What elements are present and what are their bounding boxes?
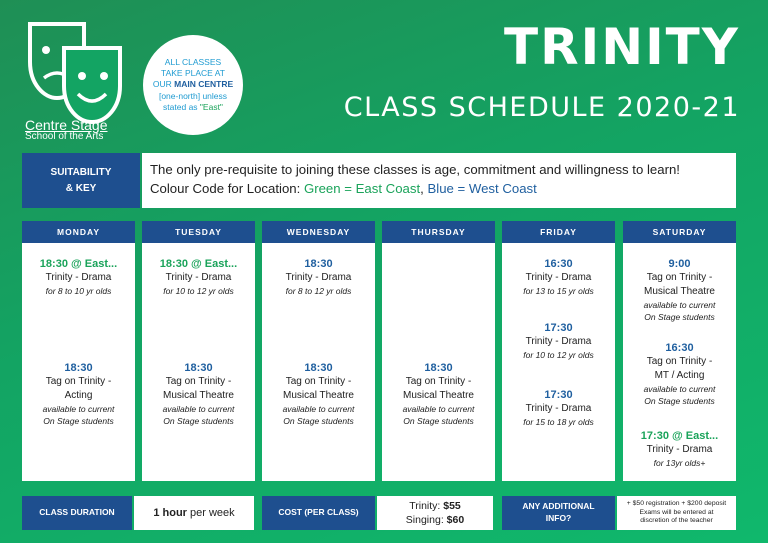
info-line3: discretion of the teacher [640,517,713,525]
day-column-saturday [623,243,736,481]
slot-class: Trinity - Drama [525,403,592,414]
slot-note: for 13 to 15 yr olds [523,286,594,296]
slot-class: Trinity - Drama [285,272,352,283]
day-header-saturday: SATURDAY [623,221,736,243]
day-column-wednesday [262,243,375,481]
class-slot [502,257,615,297]
slot-note-line2: On Stage students [163,416,234,426]
slot-time: 18:30 @ East... [39,258,118,270]
slot-class: Tag on Trinity - [285,376,352,387]
day-header-tuesday: TUESDAY [142,221,255,243]
slot-time: 18:30 [304,362,333,374]
slot-note: for 8 to 12 yr olds [285,286,352,296]
class-duration-value [134,496,254,530]
circle-line1: ALL CLASSES [164,57,222,68]
slot-note: available to current [282,404,355,414]
slot-note: available to current [643,300,716,310]
slot-class-line2: Musical Theatre [283,390,354,401]
slot-note: for 10 to 12 yr olds [523,350,594,360]
suitability-line1: The only pre-requisite to joining these classes is age, commitment and willingness to learn! [150,162,680,177]
slot-time: 17:30 [544,389,573,401]
cost-trinity: $55 [443,499,461,512]
day-header-thursday: THURSDAY [382,221,495,243]
slot-note: for 15 to 18 yr olds [523,417,594,427]
slot-time: 9:00 [668,258,691,270]
slot-note-line2: On Stage students [644,312,715,322]
class-slot [262,257,375,297]
class-slot [502,321,615,361]
additional-info-value [617,496,736,530]
class-slot [623,429,736,469]
slot-note: available to current [402,404,475,414]
slot-class: Trinity - Drama [45,272,112,283]
slot-class: Tag on Trinity - [405,376,472,387]
cost-singing: $60 [446,514,465,526]
class-slot [142,257,255,297]
logo-text [25,118,108,142]
slot-class-line2: Acting [64,390,93,401]
class-slot [142,361,255,427]
suitability-text [142,153,736,208]
slot-note-line2: On Stage students [644,396,715,406]
blue-key: Blue = West Coast [427,181,537,197]
slot-time: 17:30 @ East... [640,430,719,442]
slot-time: 16:30 [665,342,694,354]
cost-singing-label: Singing: [405,514,447,526]
day-column-friday [502,243,615,481]
logo-name: Centre Stage [25,117,108,133]
class-slot [623,257,736,323]
day-header-wednesday: WEDNESDAY [262,221,375,243]
slot-class-line2: MT / Acting [654,370,705,381]
info-line1: + $50 registration + $200 deposit [626,499,727,507]
slot-note: available to current [42,404,115,414]
class-duration-label: CLASS DURATION [22,496,132,530]
slot-note-line2: On Stage students [403,416,474,426]
slot-class: Trinity - Drama [525,336,592,347]
additional-info-label [502,496,615,530]
circle-line4: [one-north] unless [158,90,228,101]
slot-note: for 10 to 12 yr olds [163,286,234,296]
circle-main-centre: MAIN CENTRE [174,79,234,90]
slot-class-line2: Musical Theatre [644,286,715,297]
key-comma: , [420,181,428,197]
class-slot [22,361,135,427]
slot-time: 18:30 [304,258,333,270]
info-label-line1: ANY ADDITIONAL [522,501,595,512]
slot-class: Trinity - Drama [165,272,232,283]
suitability-label [22,153,140,208]
slot-note: for 8 to 10 yr olds [45,286,112,296]
circle-line2: TAKE PLACE AT [161,68,225,79]
class-slot [382,361,495,427]
slot-class: Tag on Trinity - [165,376,232,387]
day-column-monday [22,243,135,481]
day-column-tuesday [142,243,255,481]
class-slot [502,388,615,428]
duration-rest: per week [186,507,235,519]
slot-note-line2: On Stage students [283,416,354,426]
slot-class-line2: Musical Theatre [403,390,474,401]
slot-note: available to current [643,384,716,394]
info-line2: Exams will be entered at [639,508,714,516]
slot-time: 18:30 [424,362,453,374]
slot-note: for 13yr olds+ [653,458,706,468]
slot-class: Tag on Trinity - [646,356,713,367]
slot-time: 18:30 @ East... [159,258,238,270]
cost-value [377,496,493,530]
slot-time: 17:30 [544,322,573,334]
class-slot [262,361,375,427]
colour-code-prefix: Colour Code for Location: [150,181,304,197]
slot-class: Tag on Trinity - [45,376,112,387]
info-label-line2: INFO? [545,513,572,523]
slot-time: 18:30 [64,362,93,374]
slot-time: 18:30 [184,362,213,374]
slot-note-line2: On Stage students [43,416,114,426]
day-header-friday: FRIDAY [502,221,615,243]
duration-bold: 1 hour [153,507,187,519]
slot-class: Tag on Trinity - [646,272,713,283]
suitability-label-line1: SUITABILITY [50,166,112,178]
slot-time: 16:30 [544,258,573,270]
circle-line5-prefix: stated as [163,101,200,112]
day-column-thursday [382,243,495,481]
suitability-line2 [150,179,728,198]
green-key: Green = East Coast [303,181,421,197]
slot-class: Trinity - Drama [646,444,713,455]
logo-tagline: School of the Arts [25,131,104,142]
location-note-circle [143,35,243,135]
day-header-monday: MONDAY [22,221,135,243]
circle-east: "East" [199,101,223,112]
cost-label: COST (PER CLASS) [262,496,375,530]
slot-class: Trinity - Drama [525,272,592,283]
suitability-label-line2: & KEY [65,182,97,194]
page-title: TRINITY [504,18,740,76]
circle-line3-prefix: OUR [152,79,175,90]
slot-class-line2: Musical Theatre [163,390,234,401]
class-slot [623,341,736,407]
page-subtitle: CLASS SCHEDULE 2020-21 [343,92,740,123]
cost-trinity-label: Trinity: [409,499,444,512]
class-slot [22,257,135,297]
slot-note: available to current [162,404,235,414]
